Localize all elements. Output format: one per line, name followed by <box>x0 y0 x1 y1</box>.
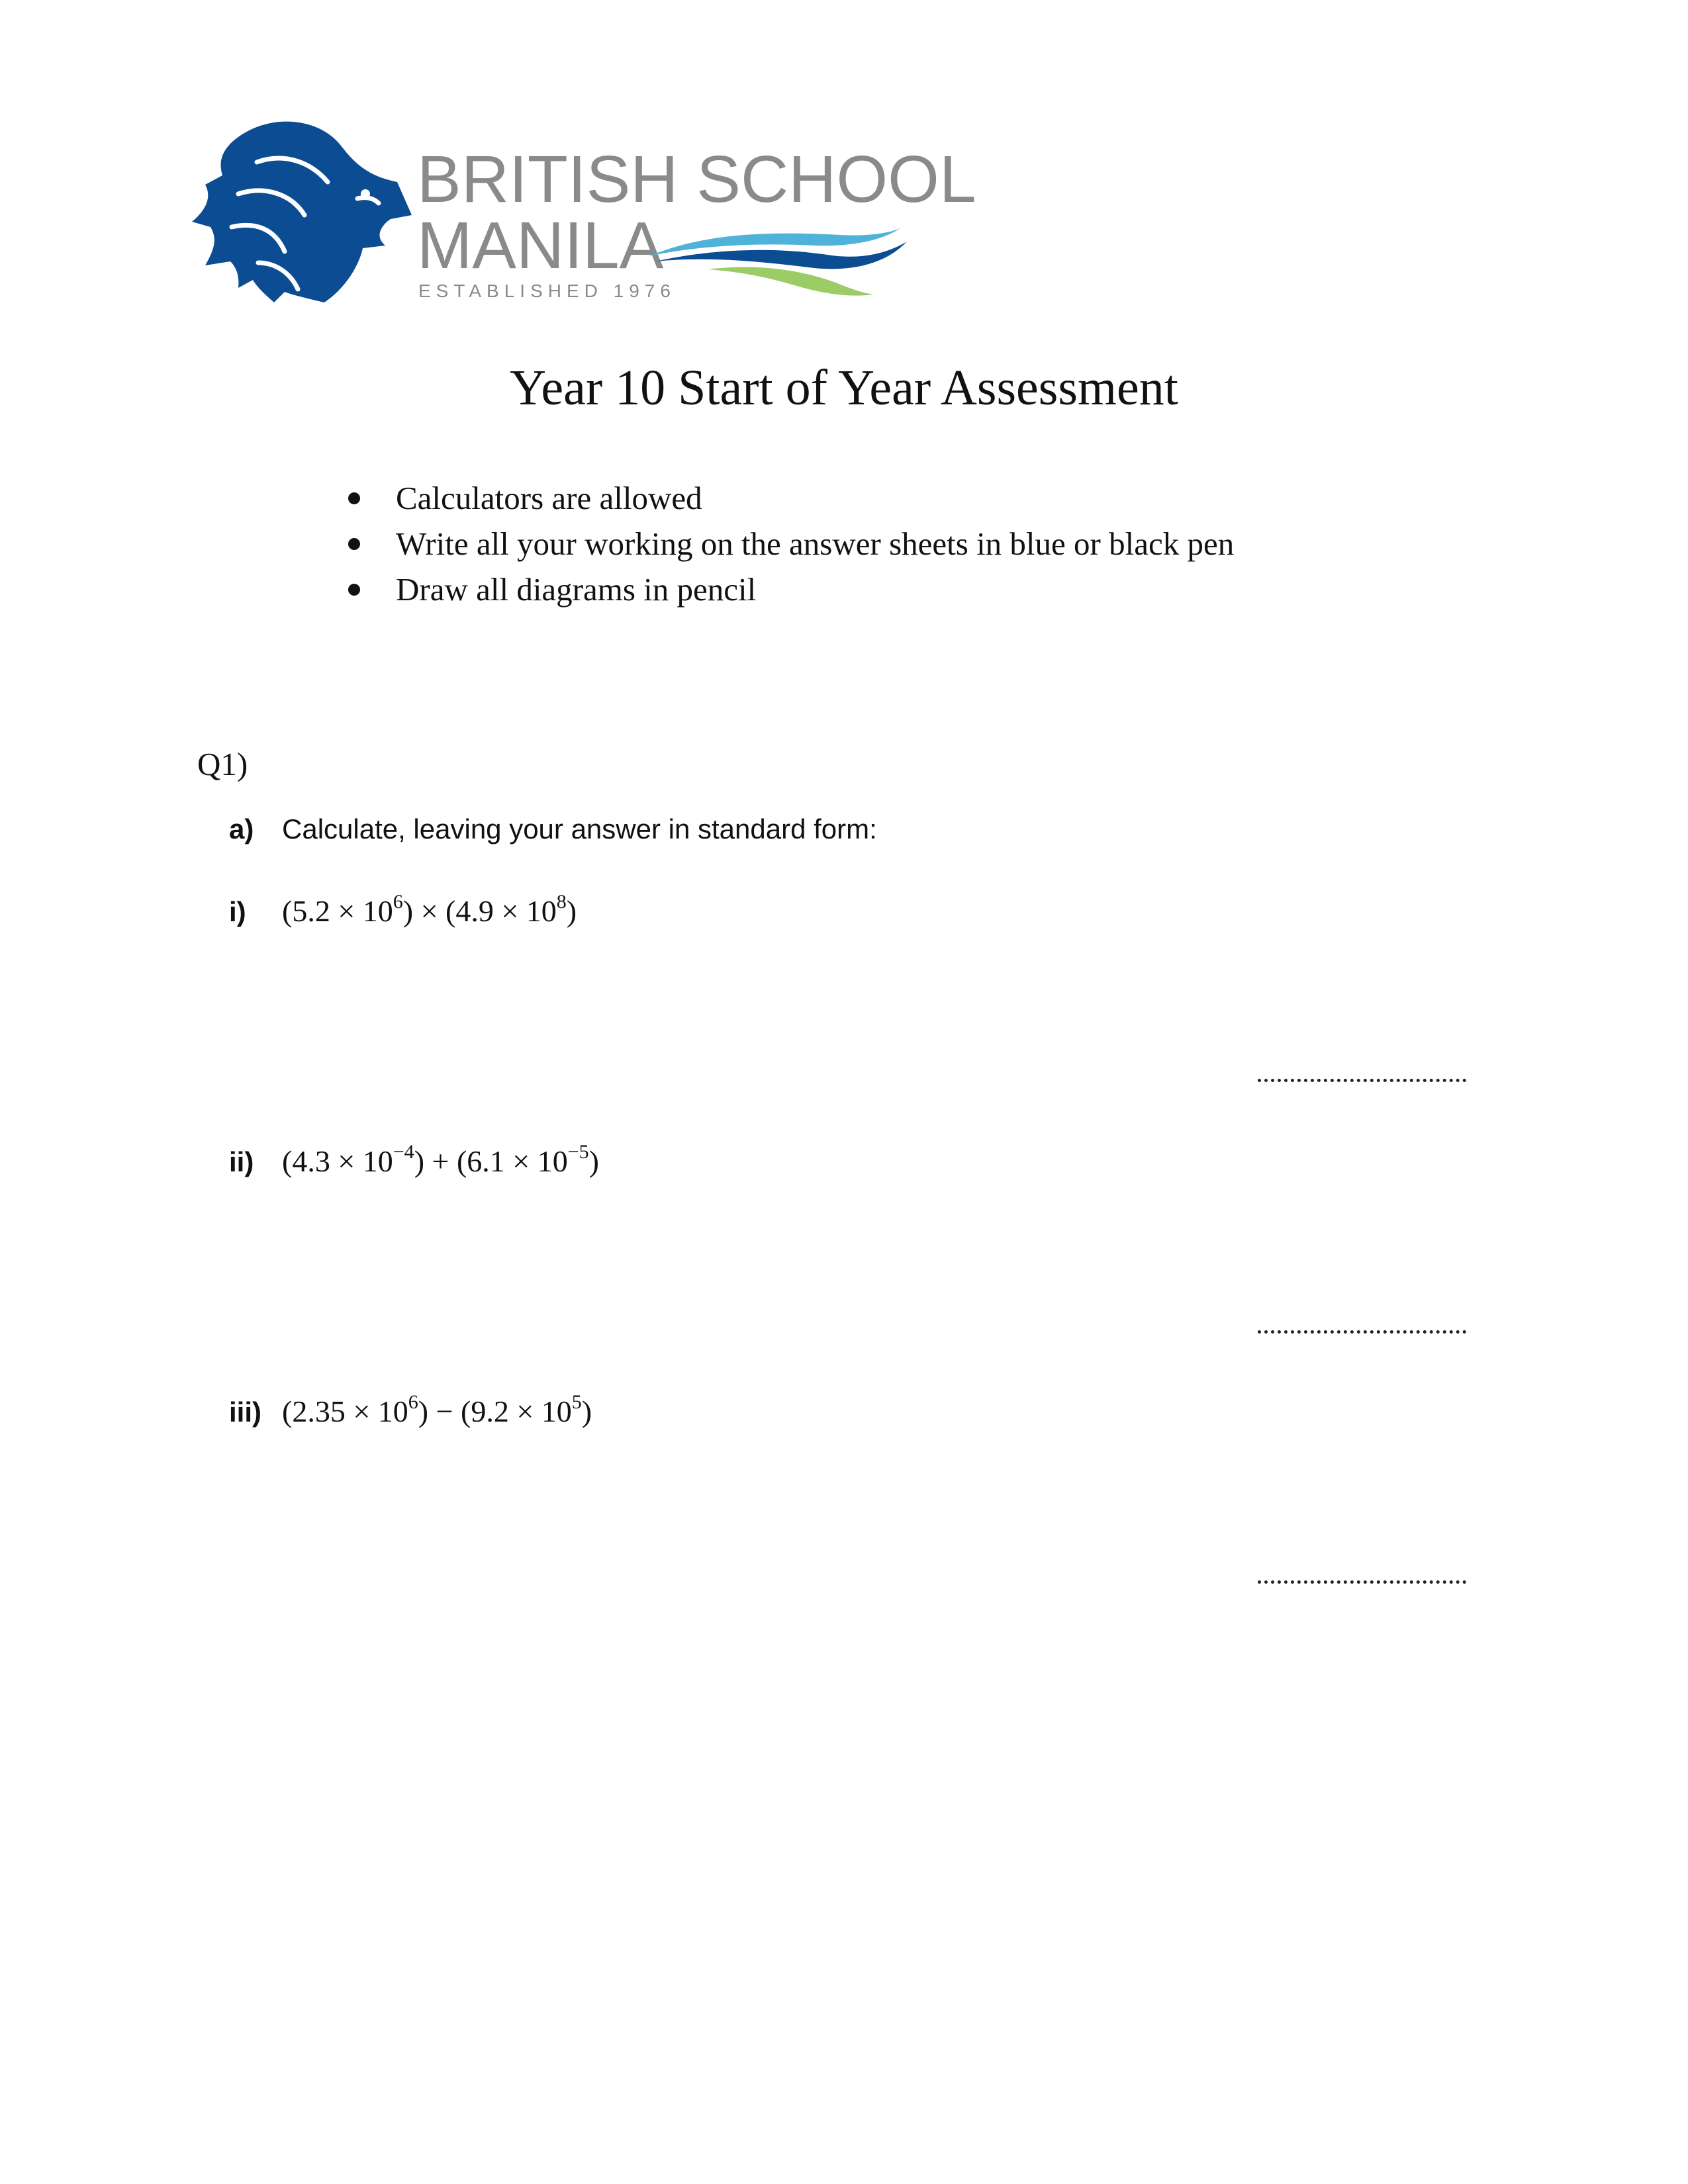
math-expression: $(4.3 \times 10^{-4}) + (6.1 \times 10^{-5})$ <box>282 1141 599 1178</box>
subpart-i <box>229 891 577 928</box>
subpart-ii <box>229 1141 599 1178</box>
subpart-mark: i) <box>229 896 246 927</box>
answer-line-iii[interactable] <box>1258 1580 1466 1584</box>
bullet-icon <box>348 492 360 504</box>
logo-tagline: ESTABLISHED 1976 <box>418 281 676 301</box>
instruction-item: Write all your working on the answer sheets in blue or black pen <box>344 521 1234 567</box>
wave-graphic <box>649 228 907 296</box>
question-label: Q1) <box>197 746 248 782</box>
page-title: Year 10 Start of Year Assessment <box>510 360 1178 416</box>
subpart-mark: ii) <box>229 1146 254 1177</box>
instructions-list <box>344 475 1234 612</box>
subpart-mark: iii) <box>229 1396 261 1428</box>
instruction-item: Draw all diagrams in pencil <box>344 567 1234 612</box>
logo-line2: MANILA <box>417 208 664 283</box>
school-logo <box>192 116 976 314</box>
answer-line-i[interactable] <box>1258 1079 1466 1082</box>
bullet-icon <box>348 584 360 596</box>
bullet-icon <box>348 538 360 550</box>
answer-line-ii[interactable] <box>1258 1330 1466 1334</box>
part-a-mark: a) <box>229 813 254 844</box>
math-expression: $(2.35 \times 10^6) - (9.2 \times 10^5)$ <box>282 1391 592 1428</box>
subpart-iii <box>229 1391 592 1428</box>
part-a-prompt <box>229 815 877 843</box>
math-expression: $(5.2 \times 10^6) \times (4.9 \times 10^8)$ <box>282 891 577 928</box>
logo-line1: BRITISH SCHOOL <box>417 142 976 216</box>
part-a-text: Calculate, leaving your answer in standard form: <box>282 813 877 844</box>
instruction-item: Calculators are allowed <box>344 475 1234 521</box>
